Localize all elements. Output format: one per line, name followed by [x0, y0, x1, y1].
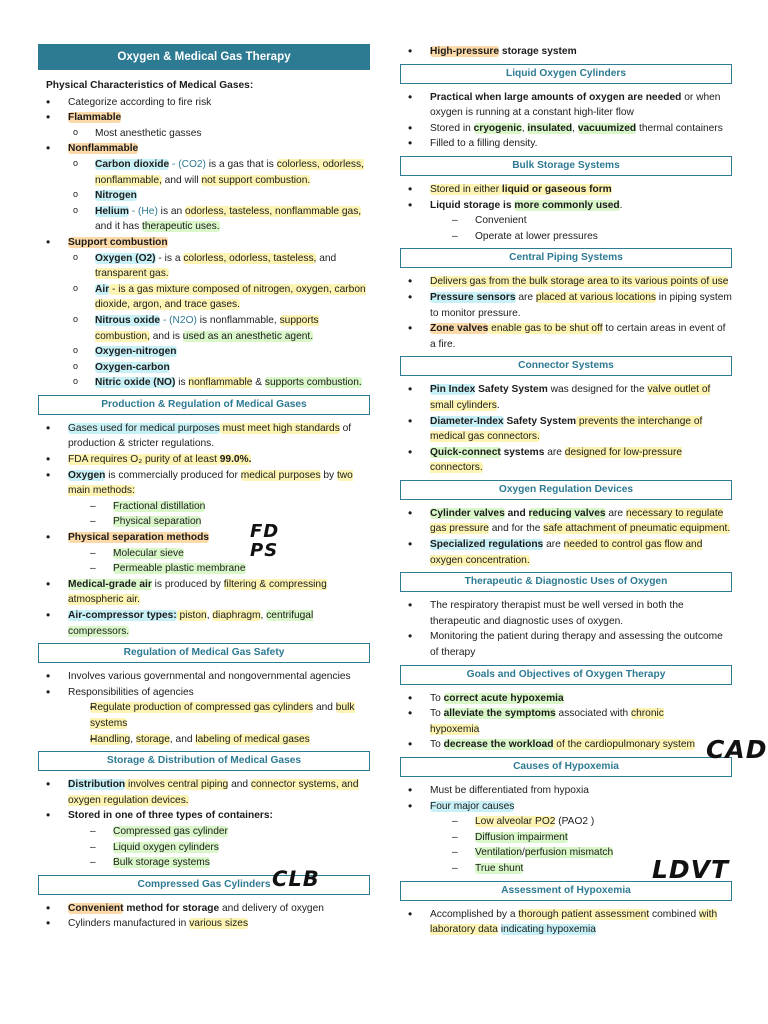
- list-item: [400, 706, 732, 737]
- highlight: chronic hypoxemia: [430, 708, 664, 735]
- list-item: [400, 274, 732, 290]
- text: and delivery of oxygen: [219, 902, 324, 914]
- text: Filled to a filling density.: [430, 138, 538, 150]
- list-item: [400, 629, 732, 660]
- section-header-central: Central Piping Systems: [400, 248, 732, 268]
- highlight: insulated: [527, 122, 573, 134]
- term: Nitrous oxide: [95, 314, 161, 326]
- highlight: diaphragm: [212, 610, 261, 621]
- term: Oxygen-nitrogen: [95, 346, 177, 358]
- term: Quick-connect: [430, 446, 501, 458]
- highlight: thorough patient assessment: [518, 908, 650, 920]
- text: systems: [500, 446, 545, 458]
- list-item: [400, 290, 732, 321]
- list-item: [400, 799, 732, 815]
- text: and: [228, 779, 251, 791]
- highlight: Physical separation: [113, 516, 202, 528]
- term: Helium: [95, 205, 129, 217]
- handwritten-note-clb: CLB: [272, 867, 320, 891]
- section-header-production: Production & Regulation of Medical Gases: [38, 395, 370, 415]
- physical-list: [38, 95, 370, 391]
- list-item: [400, 182, 732, 198]
- text: Liquid storage is: [430, 199, 515, 211]
- text: Practical when large amounts of oxygen are needed: [430, 91, 682, 103]
- page-title: Oxygen & Medical Gas Therapy: [38, 44, 370, 70]
- bulk-list: [400, 182, 732, 244]
- text: is an: [157, 205, 186, 217]
- highlight: filtering & compressing atmospheric air.: [68, 578, 327, 606]
- text: Must be differentiated from hypoxia: [430, 785, 589, 796]
- text: thermal containers: [636, 122, 723, 134]
- term: Convenient: [68, 902, 124, 914]
- list-item: [38, 777, 370, 808]
- list-item-text: Most anesthetic gasses: [95, 127, 202, 139]
- highlight: cryogenic: [473, 122, 522, 134]
- text: combined: [649, 908, 700, 920]
- highlight: 99.0%.: [219, 454, 252, 466]
- handwritten-note-fdps: FD PS: [250, 521, 280, 561]
- text: ,: [521, 122, 528, 134]
- text: To: [430, 708, 444, 720]
- highlight: Permeable plastic membrane: [113, 563, 246, 575]
- text: are: [543, 539, 564, 551]
- highlight: odorless, tasteless, nonflammable gas,: [185, 205, 362, 217]
- liquid-list: [400, 90, 732, 152]
- list-item: [38, 251, 370, 282]
- highlight: FDA requires O₂ purity of at least: [68, 454, 220, 466]
- text: associated with: [555, 708, 632, 720]
- list-item: [38, 313, 370, 344]
- highlight: Liquid oxygen cylinders: [113, 841, 219, 853]
- highlight: colorless, odorless, nonflammable,: [95, 158, 364, 186]
- term: Zone valves: [430, 323, 489, 335]
- text: are: [605, 507, 626, 519]
- list-item: [38, 110, 370, 126]
- highlight: Four major causes: [430, 800, 515, 812]
- list-item: [38, 126, 370, 142]
- text: (PAO2 ): [555, 816, 595, 828]
- section-header-causes: Causes of Hypoxemia: [400, 757, 732, 777]
- list-item: [400, 506, 732, 537]
- highlight: safe attachment of pneumatic equipment.: [543, 523, 731, 535]
- list-item: [38, 901, 370, 917]
- highlight: Delivers gas from the bulk storage area to its various points of use: [430, 276, 729, 288]
- term: Oxygen-carbon: [95, 361, 170, 373]
- text: is produced by: [151, 578, 224, 590]
- highlight: not support combustion.: [201, 174, 311, 186]
- highlight: Bulk storage systems: [113, 857, 210, 869]
- formula: - (CO2): [169, 158, 206, 170]
- highlight: Regulate production of compressed gas cylinders: [90, 702, 314, 714]
- list-item: [38, 499, 370, 515]
- text: method for storage: [123, 902, 220, 914]
- list-item: [38, 344, 370, 360]
- list-item: [38, 421, 370, 452]
- highlight: Low alveolar PO2: [475, 816, 556, 828]
- list-item: [400, 229, 732, 245]
- term: Distribution: [68, 779, 126, 791]
- compressed-list: [38, 901, 370, 932]
- text: &: [252, 377, 265, 389]
- section-header-liquid: Liquid Oxygen Cylinders: [400, 64, 732, 84]
- list-item: [38, 204, 370, 235]
- highlight: storage: [135, 733, 170, 745]
- list-item: [400, 90, 732, 121]
- list-item-text: Categorize according to fire risk: [68, 96, 212, 108]
- highlight: needed to control gas flow and oxygen concentration.: [430, 539, 703, 566]
- text: Cylinders manufactured in: [68, 918, 190, 930]
- list-item: [38, 700, 370, 731]
- highlight: perfusion mismatch: [524, 847, 614, 859]
- text: is: [175, 377, 189, 389]
- highlight: supports combustion,: [95, 314, 319, 342]
- list-item: [400, 907, 732, 938]
- highlight: Diffusion impairment: [475, 831, 568, 843]
- list-item: [400, 445, 732, 476]
- text: are: [544, 446, 565, 458]
- highlight: colorless, odorless, tasteless,: [183, 252, 317, 264]
- highlight: connector systems, and oxygen regulation devices.: [68, 779, 359, 806]
- highlight: centrifugal compressors.: [68, 610, 314, 637]
- highlight: - is a gas mixture composed of nitrogen, oxygen, carbon dioxide, argon, and trace gases.: [95, 283, 366, 311]
- highlight: True shunt: [475, 862, 524, 874]
- assessment-list: [400, 907, 732, 938]
- highlight: liquid or gaseous form: [501, 183, 612, 195]
- term: Medical-grade air: [68, 578, 152, 590]
- text: Monitoring the patient during therapy and assessing the outcome of therapy: [430, 631, 723, 659]
- highlight: piston: [176, 610, 207, 621]
- list-item: [38, 840, 370, 856]
- highlight: designed for low-pressure connectors.: [430, 446, 682, 474]
- highlight: transparent gas.: [95, 268, 169, 280]
- text: to certain areas in event of a fire.: [430, 323, 726, 350]
- highlight: labeling of medical gases: [195, 733, 310, 745]
- right-column: [400, 44, 732, 938]
- list-item: [38, 685, 370, 701]
- list-item: [38, 732, 370, 748]
- regulation-list: [400, 506, 732, 568]
- list-item: [400, 414, 732, 445]
- term: Pressure sensors: [430, 291, 516, 303]
- text: .: [619, 199, 623, 211]
- list-item: [400, 382, 732, 413]
- highlight: used as an anesthetic agent.: [182, 330, 314, 342]
- hp-list: [400, 44, 732, 60]
- list-item: [38, 157, 370, 188]
- text: /: [522, 847, 525, 859]
- text: and it has: [95, 221, 143, 233]
- highlight: Ventilation: [475, 847, 523, 859]
- term: reducing valves: [528, 507, 606, 519]
- text: - is a: [155, 252, 184, 264]
- formula: - (N2O): [160, 314, 197, 326]
- list-item: [38, 514, 370, 530]
- highlight: placed at various locations: [535, 291, 656, 303]
- term: Physical separation methods: [68, 532, 209, 544]
- text: is a gas that is: [205, 158, 277, 170]
- list-item: [400, 737, 732, 753]
- list-item: [38, 808, 370, 824]
- text: and for the: [488, 523, 544, 535]
- list-item: [38, 546, 370, 562]
- section-header-compressed: Compressed Gas Cylinders: [38, 875, 370, 895]
- section-header-storage: Storage & Distribution of Medical Gases: [38, 751, 370, 771]
- section-header-goals: Goals and Objectives of Oxygen Therapy: [400, 665, 732, 685]
- text: and: [313, 702, 336, 714]
- list-item: [38, 375, 370, 391]
- text: are: [515, 291, 536, 303]
- list-item: [38, 452, 370, 468]
- highlight: nonflammable: [188, 377, 253, 389]
- list-item: [400, 691, 732, 707]
- list-item: [38, 188, 370, 204]
- list-item: [400, 830, 732, 846]
- production-list: [38, 421, 370, 639]
- list-item: [38, 608, 370, 639]
- text: is nonflammable,: [196, 314, 280, 326]
- list-item: [400, 783, 732, 799]
- text: is commercially produced for: [105, 469, 241, 481]
- text: To: [430, 692, 444, 704]
- handwritten-note-cad: CAD: [706, 735, 768, 764]
- list-item: [400, 321, 732, 352]
- highlight: Stored in either: [430, 183, 502, 195]
- text: Involves various governmental and nongovernmental agencies: [68, 671, 351, 683]
- list-item: [400, 598, 732, 629]
- term: Nitrogen: [95, 190, 137, 202]
- highlight: Gases used for medical purposes: [68, 422, 220, 434]
- text: in piping system to monitor pressure.: [430, 291, 732, 319]
- text: storage system: [499, 46, 577, 57]
- text: of production & stricter regulations.: [68, 422, 352, 450]
- list-item: [38, 669, 370, 685]
- highlight: Fractional distillation: [113, 500, 206, 512]
- term: Air-compressor types:: [68, 610, 177, 621]
- list-item: [38, 561, 370, 577]
- highlight: correct acute hypoxemia: [443, 692, 564, 704]
- highlight: alleviate the symptoms: [443, 708, 556, 720]
- formula: - (He): [128, 205, 158, 217]
- list-item: [38, 916, 370, 932]
- highlight: more commonly used: [514, 199, 620, 211]
- highlight: therapeutic uses.: [142, 221, 220, 233]
- highlight: decrease the workload: [443, 739, 554, 751]
- highlight: with laboratory data: [430, 908, 718, 936]
- highlight: prevents the interchange of medical gas connectors.: [430, 415, 703, 443]
- nonflammable-label: Nonflammable: [68, 143, 139, 155]
- term: Nitric oxide (NO): [95, 377, 176, 389]
- physical-heading: Physical Characteristics of Medical Gases:: [46, 80, 254, 91]
- text: .: [496, 399, 500, 411]
- section-header-connector: Connector Systems: [400, 356, 732, 376]
- text: and will: [161, 174, 202, 186]
- term: Pin Index: [430, 384, 476, 396]
- text: Safety System: [503, 415, 577, 427]
- text: Stored in one of three types of containers:: [68, 810, 273, 822]
- text: Stored in: [430, 122, 474, 134]
- text: To: [430, 739, 444, 751]
- highlight: valve outlet of small cylinders: [430, 384, 711, 411]
- text: and is: [149, 330, 183, 342]
- list-item: [400, 537, 732, 568]
- highlight: two main methods:: [68, 469, 353, 497]
- text: and: [504, 507, 529, 519]
- text: and: [316, 252, 337, 264]
- highlight: various sizes: [189, 918, 249, 930]
- goals-list: [400, 691, 732, 753]
- list-item: [38, 235, 370, 251]
- text: ,: [130, 733, 136, 745]
- section-header-regulation: Oxygen Regulation Devices: [400, 480, 732, 500]
- text: Responsibilities of agencies: [68, 686, 194, 698]
- text: Convenient: [475, 215, 527, 227]
- storage-list: [38, 777, 370, 871]
- list-item: [400, 213, 732, 229]
- list-item: [38, 468, 370, 499]
- section-header-safety: Regulation of Medical Gas Safety: [38, 643, 370, 663]
- term: Carbon dioxide: [95, 158, 170, 170]
- list-item: [38, 95, 370, 111]
- list-item: [38, 530, 370, 546]
- text: ,: [572, 122, 578, 134]
- list-item: [38, 577, 370, 608]
- section-header-therapeutic: Therapeutic & Diagnostic Uses of Oxygen: [400, 572, 732, 592]
- highlight: Molecular sieve: [113, 547, 184, 559]
- text: Operate at lower pressures: [475, 230, 598, 242]
- term: High-pressure: [430, 46, 500, 57]
- list-item: [38, 855, 370, 871]
- highlight: Compressed gas cylinder: [113, 825, 228, 837]
- list-item: [38, 282, 370, 313]
- text: , and: [169, 733, 196, 745]
- list-item: [400, 198, 732, 214]
- flammable-label: Flammable: [68, 112, 122, 124]
- list-item: [400, 136, 732, 152]
- text: ,: [260, 610, 267, 621]
- term: Oxygen: [68, 469, 106, 481]
- list-item: [38, 141, 370, 157]
- highlight: Handling: [90, 733, 131, 745]
- therapeutic-list: [400, 598, 732, 660]
- highlight: must meet high standards: [219, 422, 340, 434]
- support-label: Support combustion: [68, 236, 168, 248]
- connector-list: [400, 382, 732, 476]
- term: Diameter-Index: [430, 415, 504, 427]
- highlight: vacuumized: [577, 122, 637, 134]
- list-item: [400, 121, 732, 137]
- list-item: [400, 814, 732, 830]
- highlight: medical purposes: [240, 469, 321, 481]
- section-header-bulk: Bulk Storage Systems: [400, 156, 732, 176]
- highlight: indicating hypoxemia: [500, 924, 596, 936]
- highlight: necessary to regulate gas pressure: [430, 507, 724, 535]
- text: or when oxygen is running at a constant high-liter flow: [430, 91, 721, 119]
- text: by: [320, 469, 337, 481]
- list-item: [400, 44, 732, 60]
- text: The respiratory therapist must be well versed in both the therapeutic and diagnostic uses of oxygen.: [430, 600, 684, 627]
- term: Cylinder valves: [430, 507, 505, 519]
- term: Specialized regulations: [430, 539, 544, 551]
- highlight: involves central piping: [125, 779, 229, 791]
- text: Accomplished by a: [430, 908, 519, 920]
- left-column: [38, 44, 370, 932]
- term: Air: [95, 283, 110, 295]
- text: ,: [206, 610, 213, 621]
- highlight: bulk systems: [90, 702, 355, 729]
- highlight: enable gas to be shut off: [488, 323, 603, 335]
- highlight: supports combustion.: [264, 377, 362, 389]
- list-item: [38, 824, 370, 840]
- central-list: [400, 274, 732, 352]
- text: was designed for the: [547, 384, 648, 396]
- list-item: [38, 360, 370, 376]
- highlight: of the cardiopulmonary system: [553, 739, 696, 751]
- safety-list: [38, 669, 370, 747]
- text: Safety System: [475, 384, 548, 396]
- term: Oxygen (O2): [95, 252, 156, 264]
- section-header-assessment: Assessment of Hypoxemia: [400, 881, 732, 901]
- handwritten-note-ldvt: LDVT: [652, 855, 730, 884]
